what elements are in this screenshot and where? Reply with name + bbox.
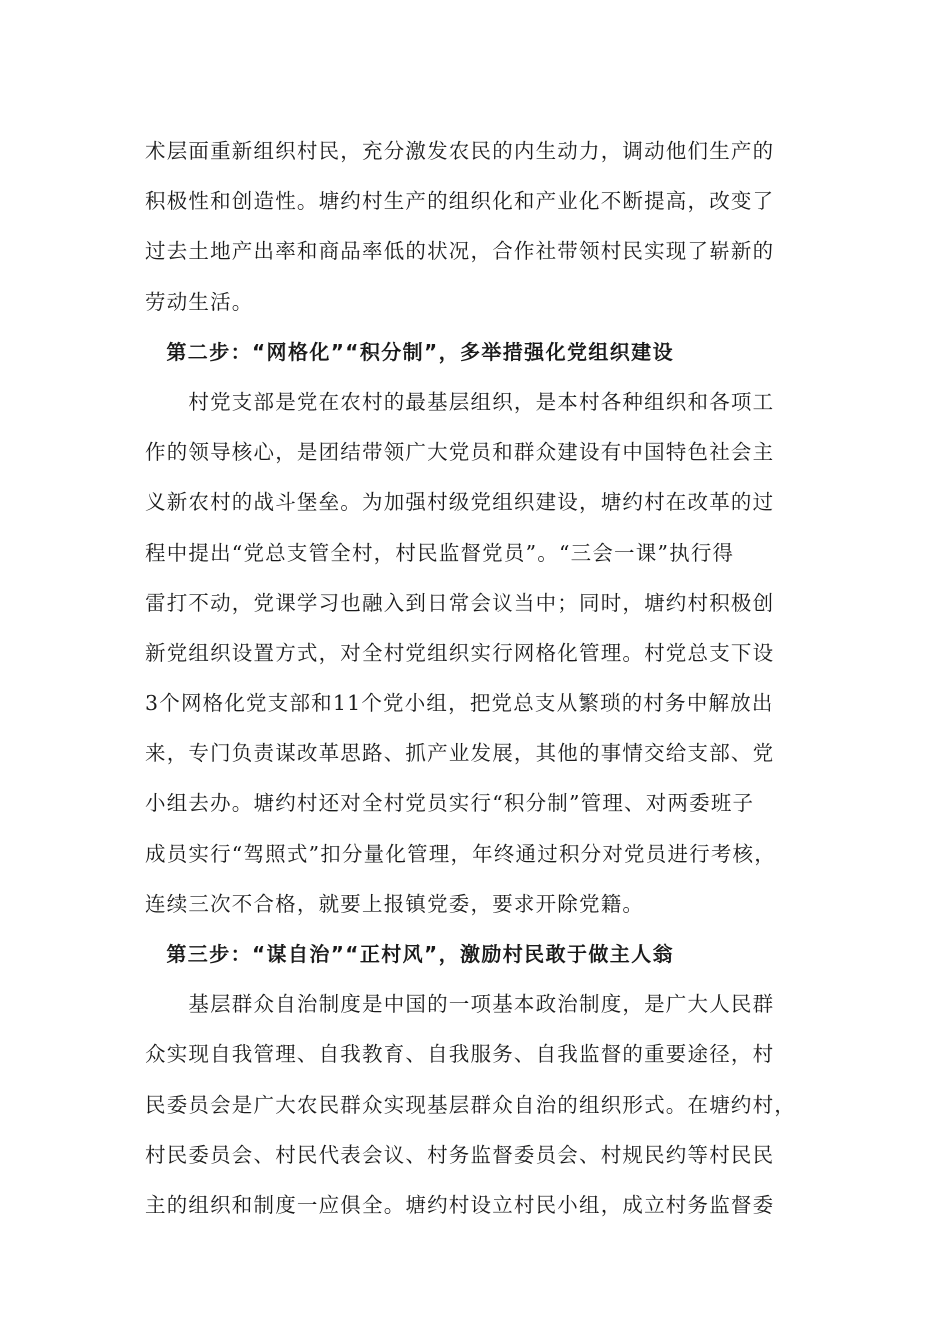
document-page <box>145 126 807 1230</box>
paragraph-line: 连续三次不合格，就要上报镇党委，要求开除党籍。 <box>145 891 645 916</box>
paragraph-line: 成员实行“驾照式”扣分量化管理，年终通过积分对党员进行考核， <box>145 841 776 866</box>
paragraph-line: 众实现自我管理、自我教育、自我服务、自我监督的重要途径，村 <box>145 1042 775 1067</box>
paragraph-line: 民委员会是广大农民群众实现基层群众自治的组织形式。在塘约村， <box>145 1092 796 1117</box>
paragraph-line: 村党支部是党在农村的最基层组织，是本村各种组织和各项工 <box>145 389 775 414</box>
paragraph-line: 小组去办。塘约村还对全村党员实行“积分制”管理、对两委班子 <box>145 791 755 816</box>
section-heading-step-three: 第三步：“谋自治”“正村风”，激励村民敢于做主人翁 <box>145 942 674 966</box>
paragraph-line: 新党组织设置方式，对全村党组织实行网格化管理。村党总支下设 <box>145 640 775 665</box>
paragraph-line: 积极性和创造性。塘约村生产的组织化和产业化不断提高，改变了 <box>145 189 775 214</box>
paragraph-line: 主的组织和制度一应俱全。塘约村设立村民小组，成立村务监督委 <box>145 1192 775 1217</box>
paragraph-line: 村民委员会、村民代表会议、村务监督委员会、村规民约等村民民 <box>145 1142 775 1167</box>
paragraph-line: 过去土地产出率和商品率低的状况，合作社带领村民实现了崭新的 <box>145 239 775 264</box>
paragraph-line: 程中提出“党总支管全村，村民监督党员”。“三会一课”执行得 <box>145 540 735 565</box>
paragraph-line: 3个网格化党支部和11个党小组，把党总支从繁琐的村务中解放出 <box>145 691 774 716</box>
paragraph-line: 雷打不动，党课学习也融入到日常会议当中；同时，塘约村积极创 <box>145 590 775 615</box>
paragraph-line: 劳动生活。 <box>145 289 254 314</box>
paragraph-line: 基层群众自治制度是中国的一项基本政治制度，是广大人民群 <box>145 992 775 1017</box>
paragraph-line: 来，专门负责谋改革思路、抓产业发展，其他的事情交给支部、党 <box>145 741 775 766</box>
paragraph-line: 义新农村的战斗堡垒。为加强村级党组织建设，塘约村在改革的过 <box>145 490 775 515</box>
section-heading-step-two: 第二步：“网格化”“积分制”，多举措强化党组织建设 <box>145 339 674 364</box>
paragraph-line: 作的领导核心，是团结带领广大党员和群众建设有中国特色社会主 <box>145 440 775 465</box>
paragraph-line: 术层面重新组织村民，充分激发农民的内生动力，调动他们生产的 <box>145 139 775 163</box>
